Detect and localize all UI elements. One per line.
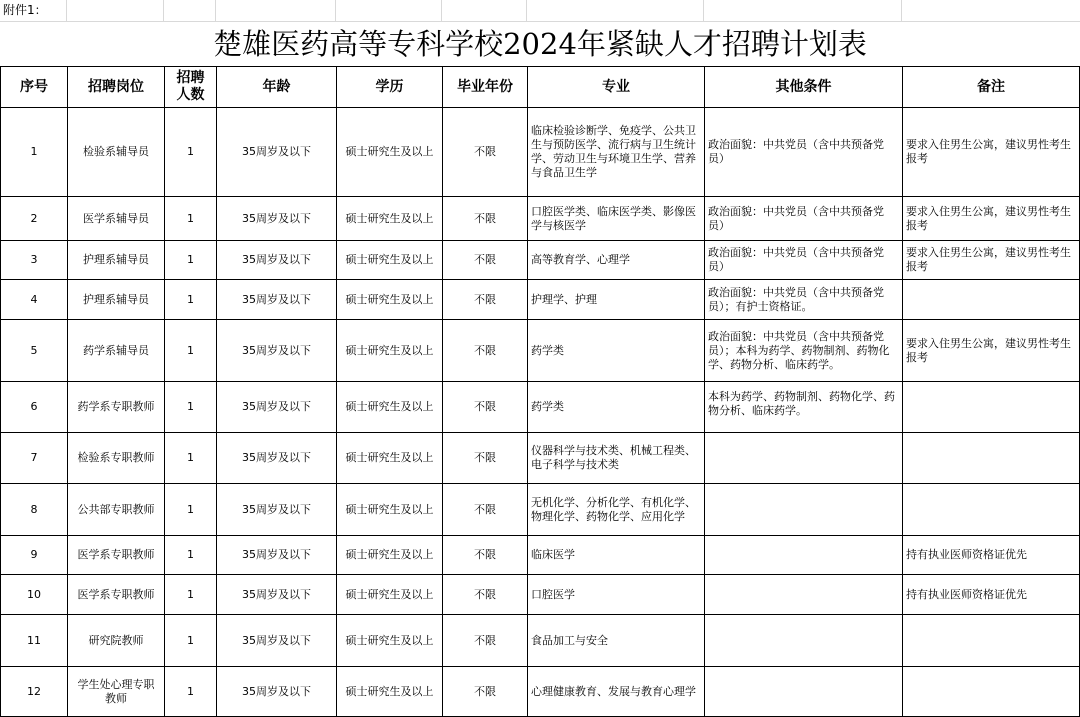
cell-major[interactable]: 护理学、护理	[528, 280, 705, 320]
cell-major[interactable]: 临床检验诊断学、免疫学、公共卫生与预防医学、流行病与卫生统计学、劳动卫生与环境卫生学、营养与食品卫生学	[528, 108, 705, 197]
cell-remark[interactable]	[903, 615, 1080, 667]
cell-age[interactable]: 35周岁及以下	[217, 382, 337, 433]
cell-seq[interactable]: 2	[1, 197, 68, 241]
header-count[interactable]: 招聘人数	[165, 67, 217, 108]
cell-seq[interactable]: 9	[1, 536, 68, 575]
cell-seq[interactable]: 10	[1, 575, 68, 615]
cell-major[interactable]: 药学类	[528, 320, 705, 382]
cell-other[interactable]	[705, 536, 903, 575]
header-major[interactable]: 专业	[528, 67, 705, 108]
cell-other[interactable]: 本科为药学、药物制剂、药物化学、药物分析、临床药学。	[705, 382, 903, 433]
cell-major[interactable]: 无机化学、分析化学、有机化学、物理化学、药物化学、应用化学	[528, 484, 705, 536]
cell-age[interactable]: 35周岁及以下	[217, 484, 337, 536]
cell-other[interactable]: 政治面貌：中共党员（含中共预备党员）；有护士资格证。	[705, 280, 903, 320]
header-grad-year[interactable]: 毕业年份	[443, 67, 528, 108]
cell-seq[interactable]: 4	[1, 280, 68, 320]
header-education[interactable]: 学历	[337, 67, 443, 108]
cell-seq[interactable]: 5	[1, 320, 68, 382]
cell-count[interactable]: 1	[165, 280, 217, 320]
cell-remark[interactable]	[903, 280, 1080, 320]
table-row	[1, 433, 1080, 484]
cell-position[interactable]: 检验系专职教师	[68, 433, 165, 484]
cell-education[interactable]: 硕士研究生及以上	[337, 241, 443, 280]
cell-major[interactable]: 药学类	[528, 382, 705, 433]
table-row	[1, 575, 1080, 615]
cell-remark[interactable]: 要求入住男生公寓，建议男性考生报考	[903, 320, 1080, 382]
header-age[interactable]: 年龄	[217, 67, 337, 108]
cell-other[interactable]	[705, 433, 903, 484]
cell-count[interactable]: 1	[165, 382, 217, 433]
cell-age[interactable]: 35周岁及以下	[217, 433, 337, 484]
cell-other[interactable]: 政治面貌：中共党员（含中共预备党员）	[705, 197, 903, 241]
page-title[interactable]: 楚雄医药高等专科学校2024年紧缺人才招聘计划表	[213, 27, 867, 61]
table-row	[1, 484, 1080, 536]
cell-age[interactable]: 35周岁及以下	[217, 280, 337, 320]
gridline	[335, 0, 336, 22]
cell-remark[interactable]	[903, 382, 1080, 433]
cell-position[interactable]: 药学系专职教师	[68, 382, 165, 433]
cell-seq[interactable]: 8	[1, 484, 68, 536]
cell-grad-year[interactable]: 不限	[443, 197, 528, 241]
cell-major[interactable]: 仪器科学与技术类、机械工程类、电子科学与技术类	[528, 433, 705, 484]
cell-grad-year[interactable]: 不限	[443, 108, 528, 197]
cell-education[interactable]: 硕士研究生及以上	[337, 280, 443, 320]
title-row	[0, 22, 1080, 66]
cell-count[interactable]: 1	[165, 484, 217, 536]
cell-position[interactable]: 学生处心理专职教师	[68, 667, 165, 717]
cell-other[interactable]	[705, 615, 903, 667]
cell-grad-year[interactable]: 不限	[443, 433, 528, 484]
gridline	[66, 0, 67, 22]
cell-seq[interactable]: 3	[1, 241, 68, 280]
attachment-label[interactable]: 附件1：	[3, 3, 47, 17]
gridline	[163, 0, 164, 22]
cell-position[interactable]: 研究院教师	[68, 615, 165, 667]
cell-position[interactable]: 护理系辅导员	[68, 241, 165, 280]
gridline	[441, 0, 442, 22]
cell-seq[interactable]: 1	[1, 108, 68, 197]
gridline	[703, 0, 704, 22]
cell-count[interactable]: 1	[165, 320, 217, 382]
cell-major[interactable]: 心理健康教育、发展与教育心理学	[528, 667, 705, 717]
cell-education[interactable]: 硕士研究生及以上	[337, 575, 443, 615]
attachment-row	[0, 0, 1080, 22]
cell-seq[interactable]: 12	[1, 667, 68, 717]
header-remark[interactable]: 备注	[903, 67, 1080, 108]
header-row	[1, 67, 1080, 108]
cell-grad-year[interactable]: 不限	[443, 667, 528, 717]
cell-education[interactable]: 硕士研究生及以上	[337, 197, 443, 241]
cell-age[interactable]: 35周岁及以下	[217, 536, 337, 575]
cell-education[interactable]: 硕士研究生及以上	[337, 484, 443, 536]
table-row	[1, 280, 1080, 320]
cell-education[interactable]: 硕士研究生及以上	[337, 433, 443, 484]
cell-remark[interactable]: 要求入住男生公寓，建议男性考生报考	[903, 241, 1080, 280]
cell-age[interactable]: 35周岁及以下	[217, 575, 337, 615]
cell-grad-year[interactable]: 不限	[443, 536, 528, 575]
cell-count[interactable]: 1	[165, 108, 217, 197]
cell-position[interactable]: 护理系辅导员	[68, 280, 165, 320]
table-row	[1, 320, 1080, 382]
cell-position[interactable]: 检验系辅导员	[68, 108, 165, 197]
cell-education[interactable]: 硕士研究生及以上	[337, 615, 443, 667]
cell-remark[interactable]: 要求入住男生公寓，建议男性考生报考	[903, 108, 1080, 197]
cell-position[interactable]: 公共部专职教师	[68, 484, 165, 536]
cell-age[interactable]: 35周岁及以下	[217, 615, 337, 667]
cell-other[interactable]	[705, 575, 903, 615]
cell-major[interactable]: 临床医学	[528, 536, 705, 575]
header-position[interactable]: 招聘岗位	[68, 67, 165, 108]
cell-position[interactable]: 药学系辅导员	[68, 320, 165, 382]
cell-education[interactable]: 硕士研究生及以上	[337, 536, 443, 575]
cell-seq[interactable]: 11	[1, 615, 68, 667]
cell-count[interactable]: 1	[165, 615, 217, 667]
cell-count[interactable]: 1	[165, 536, 217, 575]
cell-age[interactable]: 35周岁及以下	[217, 197, 337, 241]
header-other[interactable]: 其他条件	[705, 67, 903, 108]
cell-count[interactable]: 1	[165, 433, 217, 484]
cell-other[interactable]: 政治面貌：中共党员（含中共预备党员）；本科为药学、药物制剂、药物化学、药物分析、临床药学。	[705, 320, 903, 382]
cell-remark[interactable]: 持有执业医师资格证优先	[903, 575, 1080, 615]
cell-count[interactable]: 1	[165, 241, 217, 280]
cell-major[interactable]: 口腔医学类、临床医学类、影像医学与核医学	[528, 197, 705, 241]
cell-remark[interactable]: 要求入住男生公寓，建议男性考生报考	[903, 197, 1080, 241]
cell-grad-year[interactable]: 不限	[443, 382, 528, 433]
gridline	[526, 0, 527, 22]
header-seq[interactable]: 序号	[1, 67, 68, 108]
cell-major[interactable]: 高等教育学、心理学	[528, 241, 705, 280]
cell-remark[interactable]	[903, 667, 1080, 717]
cell-grad-year[interactable]: 不限	[443, 241, 528, 280]
cell-seq[interactable]: 7	[1, 433, 68, 484]
cell-other[interactable]	[705, 484, 903, 536]
cell-age[interactable]: 35周岁及以下	[217, 108, 337, 197]
cell-grad-year[interactable]: 不限	[443, 615, 528, 667]
cell-major[interactable]: 食品加工与安全	[528, 615, 705, 667]
cell-age[interactable]: 35周岁及以下	[217, 667, 337, 717]
cell-education[interactable]: 硕士研究生及以上	[337, 667, 443, 717]
cell-age[interactable]: 35周岁及以下	[217, 241, 337, 280]
cell-remark[interactable]: 持有执业医师资格证优先	[903, 536, 1080, 575]
table-row	[1, 108, 1080, 197]
cell-other[interactable]: 政治面貌：中共党员（含中共预备党员）	[705, 241, 903, 280]
cell-count[interactable]: 1	[165, 667, 217, 717]
cell-grad-year[interactable]: 不限	[443, 280, 528, 320]
cell-education[interactable]: 硕士研究生及以上	[337, 320, 443, 382]
cell-count[interactable]: 1	[165, 197, 217, 241]
gridline	[215, 0, 216, 22]
cell-other[interactable]: 政治面貌：中共党员（含中共预备党员）	[705, 108, 903, 197]
cell-count[interactable]: 1	[165, 575, 217, 615]
table-row	[1, 615, 1080, 667]
gridline	[901, 0, 902, 22]
table-row	[1, 536, 1080, 575]
cell-education[interactable]: 硕士研究生及以上	[337, 382, 443, 433]
cell-remark[interactable]	[903, 484, 1080, 536]
cell-age[interactable]: 35周岁及以下	[217, 320, 337, 382]
cell-grad-year[interactable]: 不限	[443, 320, 528, 382]
cell-position[interactable]: 医学系专职教师	[68, 575, 165, 615]
cell-grad-year[interactable]: 不限	[443, 484, 528, 536]
cell-seq[interactable]: 6	[1, 382, 68, 433]
table-row	[1, 197, 1080, 241]
recruitment-plan-table	[0, 66, 1080, 717]
cell-education[interactable]: 硕士研究生及以上	[337, 108, 443, 197]
cell-position[interactable]: 医学系专职教师	[68, 536, 165, 575]
table-row	[1, 667, 1080, 717]
cell-major[interactable]: 口腔医学	[528, 575, 705, 615]
cell-remark[interactable]	[903, 433, 1080, 484]
cell-grad-year[interactable]: 不限	[443, 575, 528, 615]
table-row	[1, 241, 1080, 280]
table-row	[1, 382, 1080, 433]
cell-position[interactable]: 医学系辅导员	[68, 197, 165, 241]
cell-other[interactable]	[705, 667, 903, 717]
